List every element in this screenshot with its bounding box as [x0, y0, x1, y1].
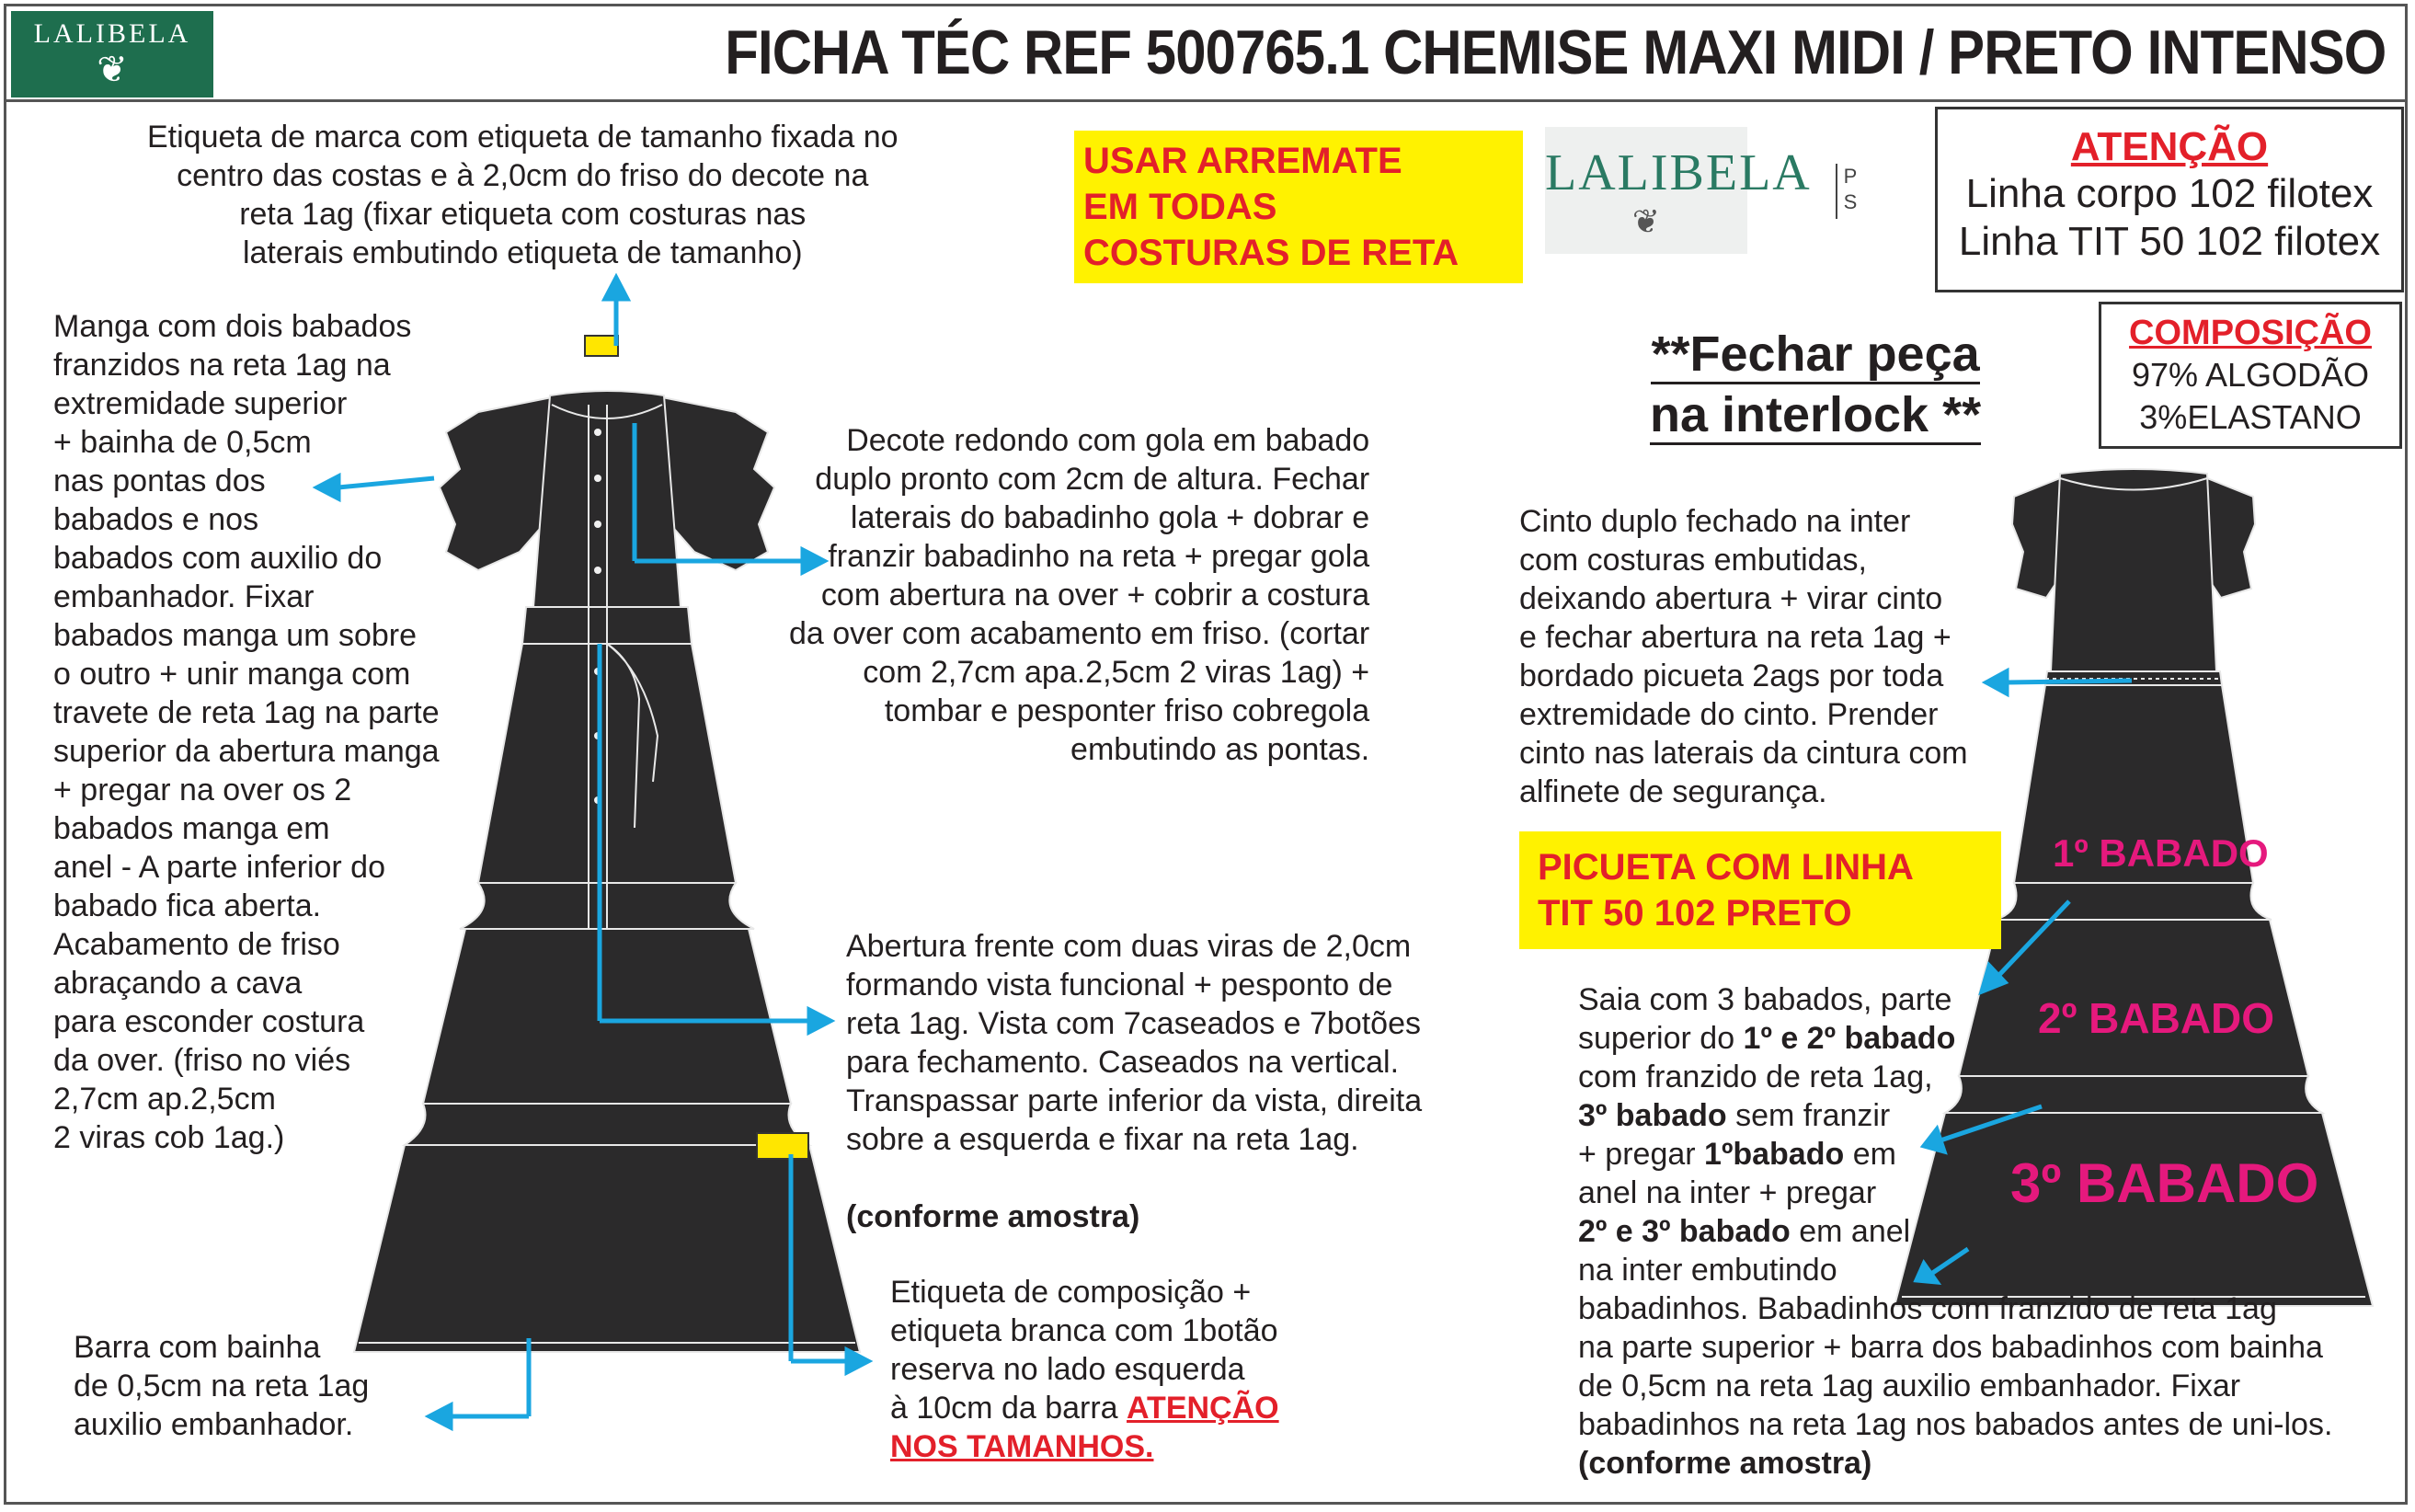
- attention-line-1: Linha corpo 102 filotex: [1965, 171, 2374, 216]
- composition-line-2: 3%ELASTANO: [2139, 398, 2362, 436]
- opening-sample-ref: (conforme amostra): [846, 1199, 1140, 1234]
- opening-text: Abertura frente com duas viras de 2,0cm formando vista funcional + pesponto de reta 1ag. Vista com 7caseados e 7botões para fechamento. Caseados na vertical. Transpassar parte inferior da vista, direita sobre a esquerda e fixar na reta 1ag.: [846, 929, 1423, 1157]
- bee-icon: ❦: [97, 50, 128, 90]
- skirt-text-3: sem franzir + pregar: [1578, 1098, 1891, 1172]
- composition-label-note: [890, 1273, 1279, 1466]
- attention-heading: ATENÇÃO: [2070, 124, 2269, 169]
- interlock-note: [1650, 324, 1981, 445]
- brand-logo-secondary: [1545, 127, 1812, 254]
- ps-mark: P S: [1836, 164, 1863, 219]
- ruffle-label-1: 1º BABADO: [2053, 831, 2269, 875]
- ruffle-label-2: 2º BABADO: [2038, 994, 2275, 1042]
- size-warning-1: ATENÇÃO: [1127, 1391, 1279, 1426]
- neckline-note: Decote redondo com gola em babado duplo pronto com 2cm de altura. Fechar laterais do babadinho gola + dobrar e franzir babadinho na reta + pregar gola com abertura na over + cobrir a costura da over com acabamento em friso. (cortar com 2,7cm apa.2,5cm 2 viras 1ag) + tombar e pesponter friso cobregola embutindo as pontas.: [789, 423, 1370, 767]
- composition-heading: COMPOSIÇÃO: [2129, 314, 2372, 352]
- skirt-bold-1: 1º e 2º babado: [1743, 1021, 1956, 1056]
- opening-note: [846, 888, 1422, 1236]
- bee-icon: ❦: [1631, 202, 1661, 240]
- belt-note: Cinto duplo fechado na inter com costuras embutidas, deixando abertura + virar cinto e fechar abertura na reta 1ag + bordado picueta 2ags por toda extremidade do cinto. Prender cinto nas laterais da cintura com alfinete de segurança.: [1519, 504, 1968, 809]
- skirt-bold-4: 2º e 3º babado: [1578, 1214, 1791, 1249]
- brand-name-secondary: LALIBELA: [1545, 144, 1812, 201]
- picueta-notice: PICUETA COM LINHA TIT 50 102 PRETO: [1519, 831, 2001, 949]
- ruffle-label-3: 3º BABADO: [2010, 1152, 2319, 1214]
- arremate-notice: USAR ARREMATE EM TODAS COSTURAS DE RETA: [1074, 131, 1523, 283]
- attention-line-2: Linha TIT 50 102 filotex: [1958, 219, 2381, 264]
- sleeve-note: Manga com dois babados franzidos na reta 1ag na extremidade superior + bainha de 0,5cm nas pontas dos babados e nos babados com auxilio do embanhador. Fixar babados manga um sobre o outro + unir manga com travete de reta 1ag na parte superior da abertura manga + pregar na over os 2 babados manga em anel - A parte inferior do babado fica aberta. Acabamento de friso abraçando a cava para esconder costura da over. (friso no viés 2,7cm ap.2,5cm 2 viras cob 1ag.): [53, 309, 440, 1155]
- skirt-sample-ref: (conforme amostra): [1578, 1446, 1872, 1481]
- brand-label-marker: [585, 336, 618, 356]
- composition-label-text: Etiqueta de composição + etiqueta branca com 1botão reserva no lado esquerda à 10cm da barra: [890, 1275, 1278, 1426]
- page-title: FICHA TÉC REF 500765.1 CHEMISE MAXI MIDI / PRETO INTENSO: [724, 17, 2386, 87]
- composition-box: [2099, 302, 2402, 449]
- brand-name: LALIBELA: [33, 18, 191, 49]
- attention-box: [1935, 107, 2404, 292]
- skirt-text-5: em anel na inter embutindo babadinhos. Babadinhos com franzido de reta 1ag na parte superior + barra dos babadinhos com bainha de 0,5cm na reta 1ag auxilio embanhador. Fixar babadinhos na reta 1ag nos babados antes de uni-los.: [1578, 1214, 2333, 1442]
- skirt-text-4: em anel na inter + pregar: [1578, 1137, 1896, 1210]
- hem-note: Barra com bainha de 0,5cm na reta 1ag auxilio embanhador.: [74, 1330, 370, 1442]
- composition-line-1: 97% ALGODÃO: [2131, 356, 2370, 394]
- size-warning-2: NOS TAMANHOS.: [890, 1429, 1154, 1464]
- skirt-note: [1578, 980, 2332, 1483]
- skirt-text-1: Saia com 3 babados, parte superior do: [1578, 982, 1952, 1056]
- brand-label-note: Etiqueta de marca com etiqueta de tamanho fixada no centro das costas e à 2,0cm do friso do decote na reta 1ag (fixar etiqueta com costuras nas laterais embutindo etiqueta de tamanho): [147, 120, 898, 270]
- skirt-text-2: com franzido de reta 1ag,: [1578, 1060, 1933, 1094]
- interlock-text: **Fechar peça na interlock **: [1650, 326, 1981, 445]
- composition-label-marker: [757, 1133, 808, 1159]
- skirt-bold-2: 3º babado: [1578, 1098, 1727, 1133]
- skirt-bold-3: 1ºbabado: [1704, 1137, 1845, 1172]
